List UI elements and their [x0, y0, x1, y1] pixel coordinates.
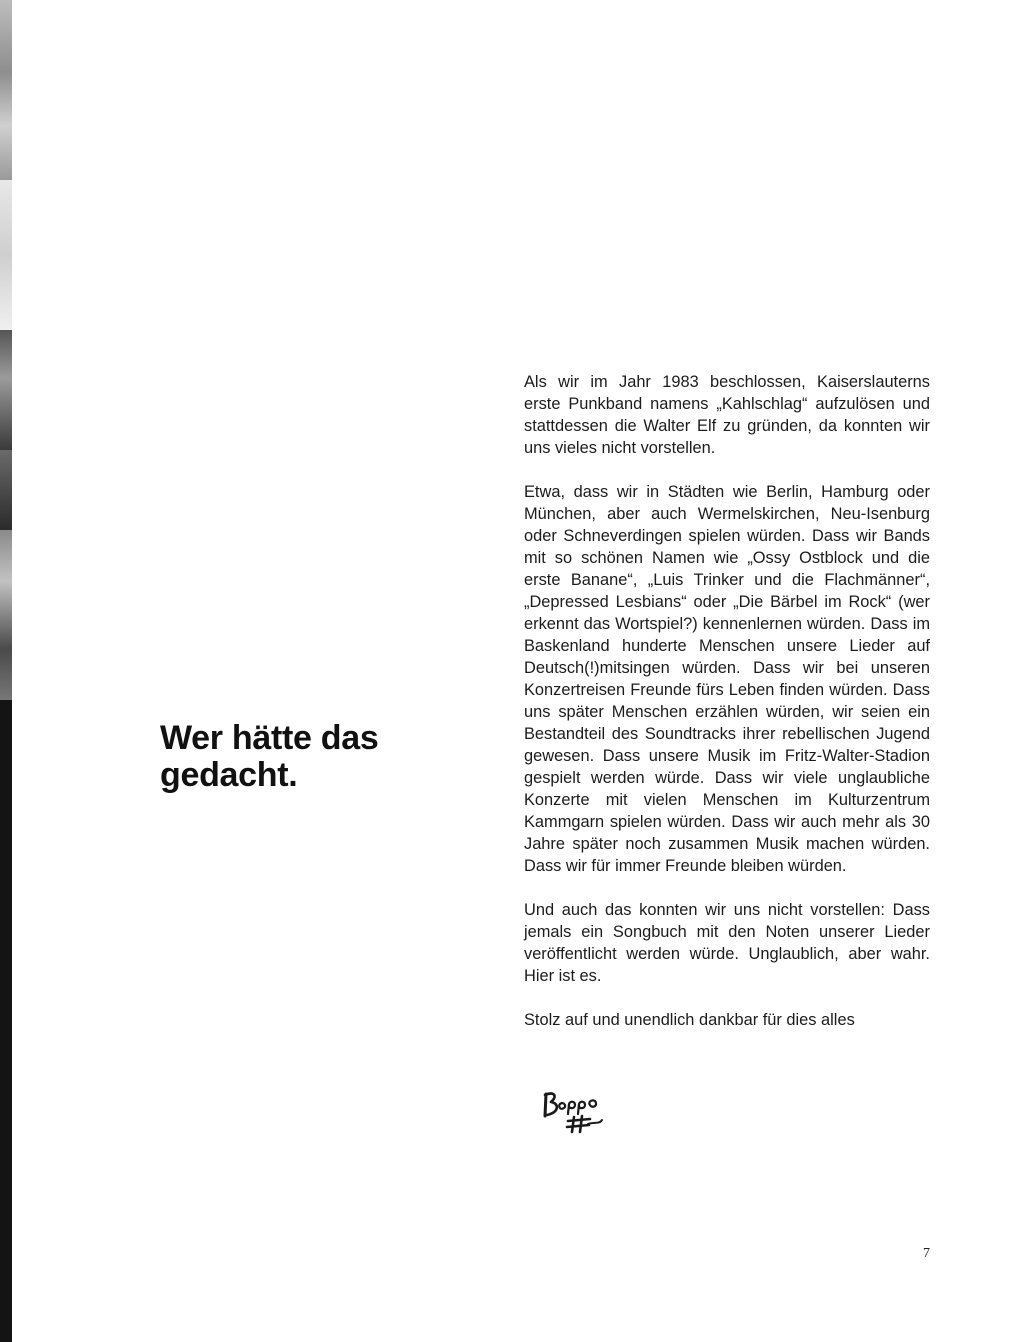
body-paragraph: Und auch das konnten wir uns nicht vorstellen: Dass jemals ein Songbuch mit den Noten unserer Lieder veröffentlicht werden würde. Unglaublich, aber wahr. Hier ist es.	[524, 901, 930, 985]
closing-line: Stolz auf und unendlich dankbar für dies alles	[524, 1011, 855, 1029]
page-headline: Wer hätte das gedacht.	[160, 719, 379, 794]
photo-strip-segment	[0, 180, 12, 330]
handwritten-signature	[538, 1086, 612, 1138]
body-paragraph: Etwa, dass wir in Städten wie Berlin, Hamburg oder München, aber auch Wermelskirchen, Neu-Isenburg oder Schneverdingen spielen würden. Dass wir Bands mit so schönen Namen wie „Ossy Ostblock und die erste Banane“, „Luis Trinker und die Flachmänner“, „Depressed Lesbians“ oder „Die Bärbel im Rock“ (wer erkennt das Wortspiel?) kennenlernen würden. Dass im Baskenland hunderte Menschen unsere Lieder auf Deutsch(!)mitsingen würden. Dass wir bei unseren Konzertreisen Freunde fürs Leben finden würden. Dass uns später Menschen erzählen würden, wir seien ein Bestandteil des Soundtracks ihrer rebellischen Jugend gewesen. Dass unsere Musik im Fritz-Walter-Stadion gespielt werden würde. Dass wir viele unglaubliche Konzerte mit vielen Menschen im Kulturzentrum Kammgarn spielen würden. Dass wir auch mehr als 30 Jahre später noch zusammen Musik machen würden. Dass wir für immer Freunde bleiben würden.	[524, 483, 930, 875]
facing-page-photo-strip	[0, 0, 12, 1342]
photo-strip-segment	[0, 450, 12, 530]
photo-strip-segment	[0, 530, 12, 700]
page-number: 7	[923, 1246, 930, 1261]
photo-strip-segment	[0, 330, 12, 450]
intro-paragraph: Als wir im Jahr 1983 beschlossen, Kaiserslauterns erste Punkband namens „Kahlschlag“ aufzulösen und stattdessen die Walter Elf zu gründen, da konnten wir uns vieles nicht vorstellen.	[524, 373, 930, 457]
photo-strip-segment	[0, 0, 12, 180]
body-text-column	[524, 371, 930, 1053]
photo-strip-segment	[0, 700, 12, 1342]
